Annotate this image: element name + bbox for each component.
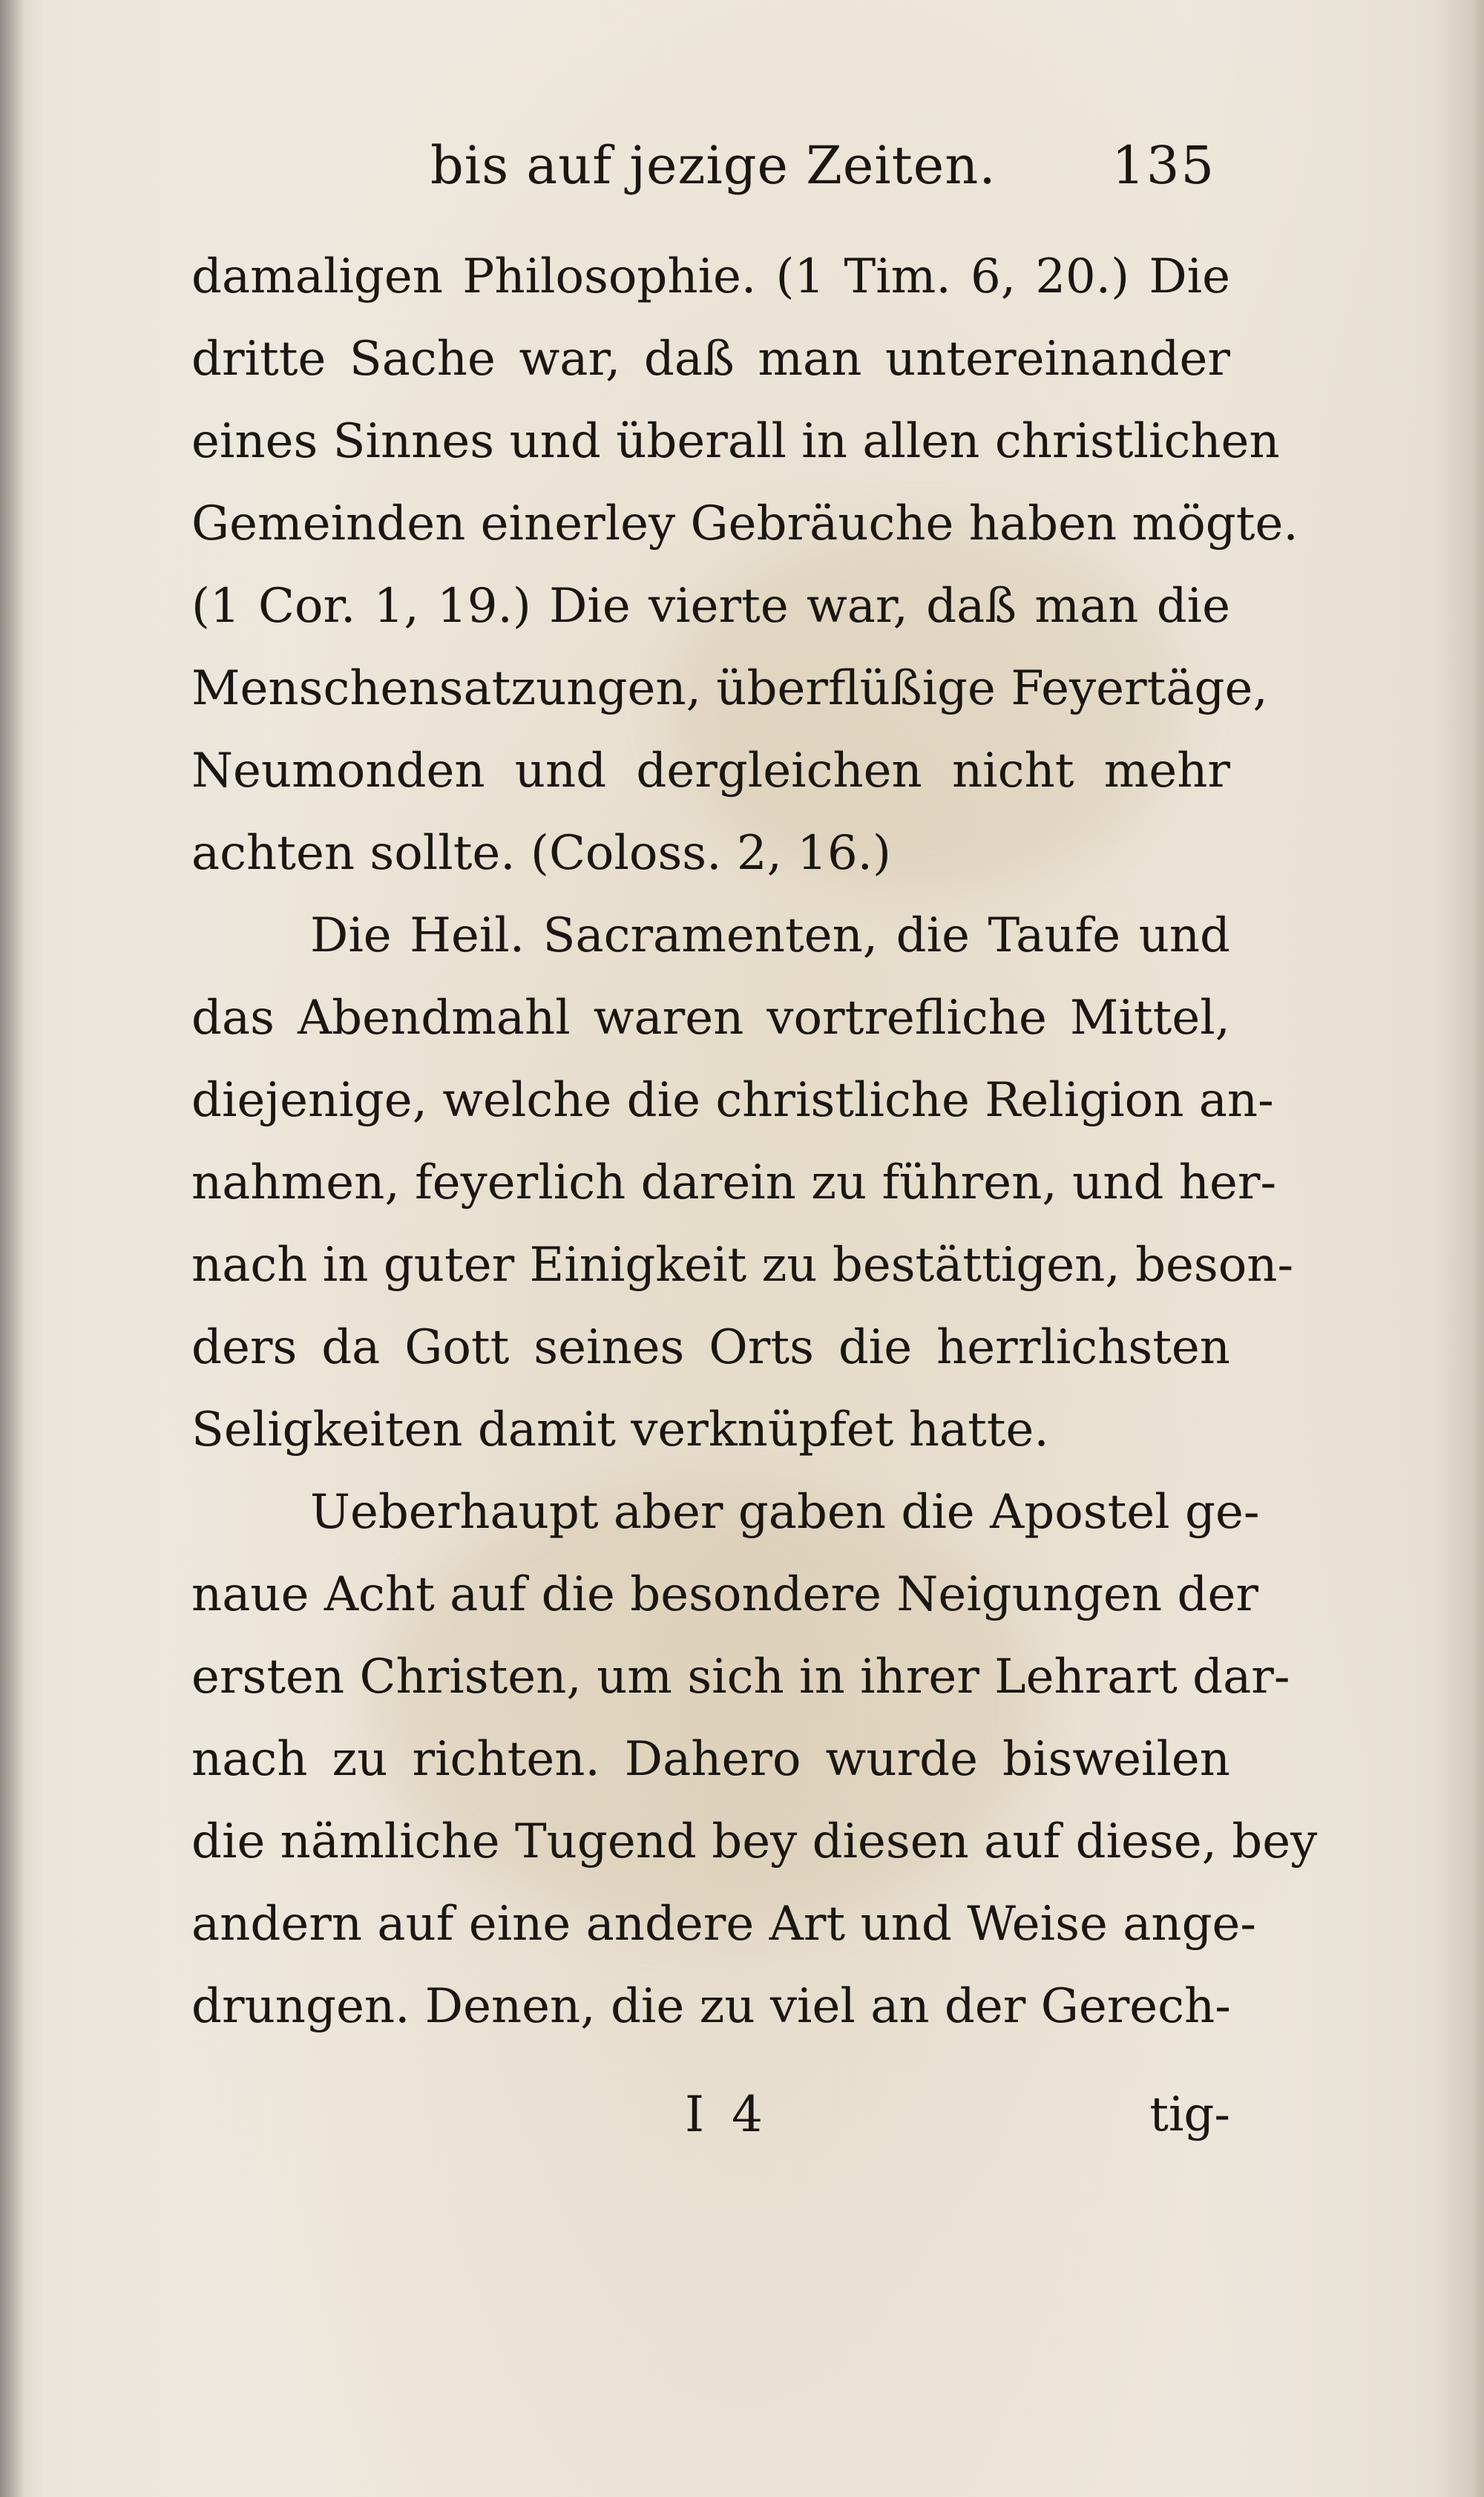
text-line: das Abendmahl waren vortrefliche Mittel, (191, 991, 1230, 1046)
text-line: drungen. Denen, die zu viel an der Gerech- (191, 1979, 1231, 2034)
text-line: (1 Cor. 1, 19.) Die vierte war, daß man die (191, 579, 1230, 634)
binding-shadow (0, 0, 24, 2497)
signature-mark: I 4 (685, 2086, 769, 2143)
paragraph-start-line: Die Heil. Sacramenten, die Taufe und (310, 908, 1230, 963)
text-line: Menschensatzungen, überflüßige Feyertäge, (191, 661, 1268, 716)
paragraph-start-line: Ueberhaupt aber gaben die Apostel ge- (310, 1485, 1260, 1540)
text-line: ersten Christen, um sich in ihrer Lehrart dar- (191, 1650, 1290, 1704)
text-line: naue Acht auf die besondere Neigungen der (191, 1567, 1258, 1622)
text-line: Seligkeiten damit verknüpfet hatte. (191, 1402, 1049, 1457)
text-line: Neumonden und dergleichen nicht mehr (191, 744, 1230, 798)
text-line: Gemeinden einerley Gebräuche haben mögte. (191, 496, 1298, 551)
text-line: dritte Sache war, daß man untereinander (191, 332, 1230, 387)
body-text (191, 236, 1318, 2048)
text-line: diejenige, welche die christliche Religion an- (191, 1073, 1274, 1128)
text-line: nach in guter Einigkeit zu bestättigen, beson- (191, 1238, 1294, 1293)
text-line: achten sollte. (Coloss. 2, 16.) (191, 826, 891, 881)
text-line: nach zu richten. Dahero wurde bisweilen (191, 1732, 1230, 1787)
text-line: ders da Gott seines Orts die herrlichsten (191, 1320, 1230, 1375)
page-header (191, 125, 1215, 206)
text-line: damaligen Philosophie. (1 Tim. 6, 20.) Die (191, 249, 1230, 304)
page-footer (191, 2074, 1230, 2156)
text-line: eines Sinnes und überall in allen christlichen (191, 414, 1280, 469)
page-edge (1474, 0, 1484, 2497)
page-number: 135 (1112, 135, 1215, 196)
text-line: nahmen, feyerlich darein zu führen, und her- (191, 1155, 1277, 1210)
text-line: andern auf eine andere Art und Weise ange- (191, 1897, 1257, 1952)
catchword: tig- (1149, 2087, 1230, 2142)
text-line: die nämliche Tugend bey diesen auf diese, bey (191, 1814, 1318, 1869)
running-head: bis auf jezige Zeiten. (430, 135, 997, 196)
